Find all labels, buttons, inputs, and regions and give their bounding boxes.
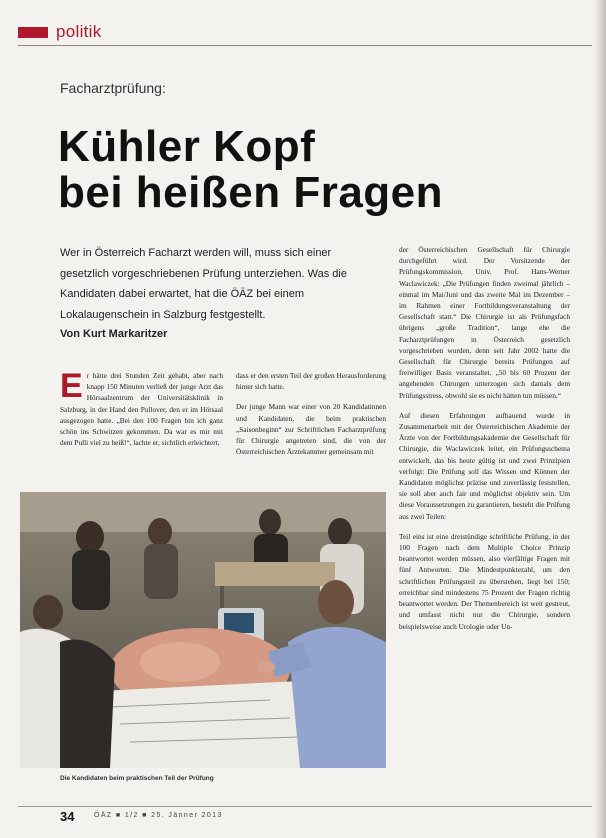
column-paragraph: der Österreichischen Gesellschaft für Chirurgie durchgeführt wird. Der Vorsitzende der Prüfungskommission, Univ. Prof. Hans-Werner Waclawiczek: „Die Prüfungen finden zweimal jährlich – einmal im Mai/Juni und das zweite Mal im Dezember – im Rahmen einer Fortbildungsveranstaltung der Gesellschaft statt.“ Die Chirurgie ist als Prüfungsfach übrigens „große Tradition“, lange ehe die Facharztprüfungen in Österreich gesetzlich vorgeschrieben wurden, denn seit Jahr 2002 hatte die Gesellschaft für Chirurgie bereits Prüfungen auf freiwilliger Basis veranstaltet. „50 bis 60 Prozent der angehenden Chirurgen unterzogen sich damals dem Prüfungsstress, obwohl sie es nicht hätten tun müssen.“ (399, 245, 570, 400)
drop-cap: E (60, 367, 83, 405)
column-paragraph: Auf diesen Erfahrungen aufbauend wurde in Zusammenarbeit mit der Österreichischen Akademie der Ärzte von der Fortbildungsakademie der Gesellschaft für Chirurgie, die Waclawiczek leitet, ein Prüfungsschema entwickelt, das bis heute gültig ist und zwei Prinzipien verfolgt: Die Prüfung soll das Wissen und Können der Kandidaten möglichst präzise und zuverlässig feststellen, sie soll aber auch fair und möglichst objektiv sein. Um diese Voraussetzungen zu garantieren, besteht die Prüfung aus zwei Teilen: (399, 410, 570, 521)
column-paragraph: Der junge Mann war einer von 20 Kandidatinnen und Kandidaten, die beim praktischen „Saisonbeginn“ zur Schriftlichen Facharztprüfung für Chirurgie angetreten sind, die von der Österreichischen Ärztekammer gemeinsam mit (236, 402, 386, 457)
footer-rule (18, 806, 592, 807)
column-paragraph: Teil eins ist eine dreistündige schriftliche Prüfung, in der 100 Fragen nach dem Multiple Choice Prinzip beantwortet werden müssen, also vierfältige Fragen mit fünf Antworten. Die Mindestpunktezahl, um den schriftlichen Prüfungsteil zu überstehen, liegt bei 150; erreichbar sind mindestens 75 Prozent der Fragen richtig beantwortet werden. Der Themenbereich ist weit gestreut, und umfasst nicht nur die Chirurgie, sondern beispielsweise auch Urologie oder Un- (399, 531, 570, 631)
article-photo (20, 492, 386, 768)
header-rule (18, 45, 592, 46)
headline-line-2: bei heißen Fragen (58, 168, 444, 217)
article-headline (58, 124, 443, 216)
column-paragraph (60, 367, 223, 448)
issue-footer: ÖÄZ ■ 1/2 ■ 25. Jänner 2013 (94, 812, 223, 819)
section-color-bar (18, 27, 48, 38)
page-number: 34 (60, 809, 75, 824)
article-lead (60, 243, 380, 343)
paragraph-text: r hätte drei Stunden Zeit gehabt, aber nach knapp 150 Minuten verließ der junge Arzt das Hörsaalzentrum der Universitätsklinik in Salzburg, in der Hand den Pullover, den er im Hörsaal ausgezogen hatte. „Bei den 100 Fragen bin ich ganz schön ins Schwitzen gekommen. Da war es mir mit dem Pulli viel zu heiß!“, lachte er, sichtlich erleichtert, (60, 371, 223, 448)
exam-scene-image (20, 492, 386, 768)
text-column-1 (60, 367, 223, 457)
page-gutter-shadow (594, 0, 606, 838)
headline-line-1: Kühler Kopf (58, 122, 316, 171)
column-paragraph: dass er den ersten Teil der großen Herausforderung hinter sich hatte. (236, 371, 386, 392)
article-kicker: Facharztprüfung: (60, 80, 166, 96)
text-column-2 (236, 370, 386, 466)
section-label: politik (56, 22, 102, 41)
lead-text: Wer in Österreich Facharzt werden will, muss sich einer gesetzlich vorgeschriebenen Prüfung unterziehen. Was die Kandidaten dabei erwartet, hat die ÖÄZ bei einem Lokalaugenschein in Salzburg festgestellt. (60, 247, 347, 321)
byline: Von Kurt Markaritzer (60, 328, 168, 340)
text-column-3 (399, 244, 570, 641)
photo-caption: Die Kandidaten beim praktischen Teil der Prüfung (60, 775, 214, 782)
